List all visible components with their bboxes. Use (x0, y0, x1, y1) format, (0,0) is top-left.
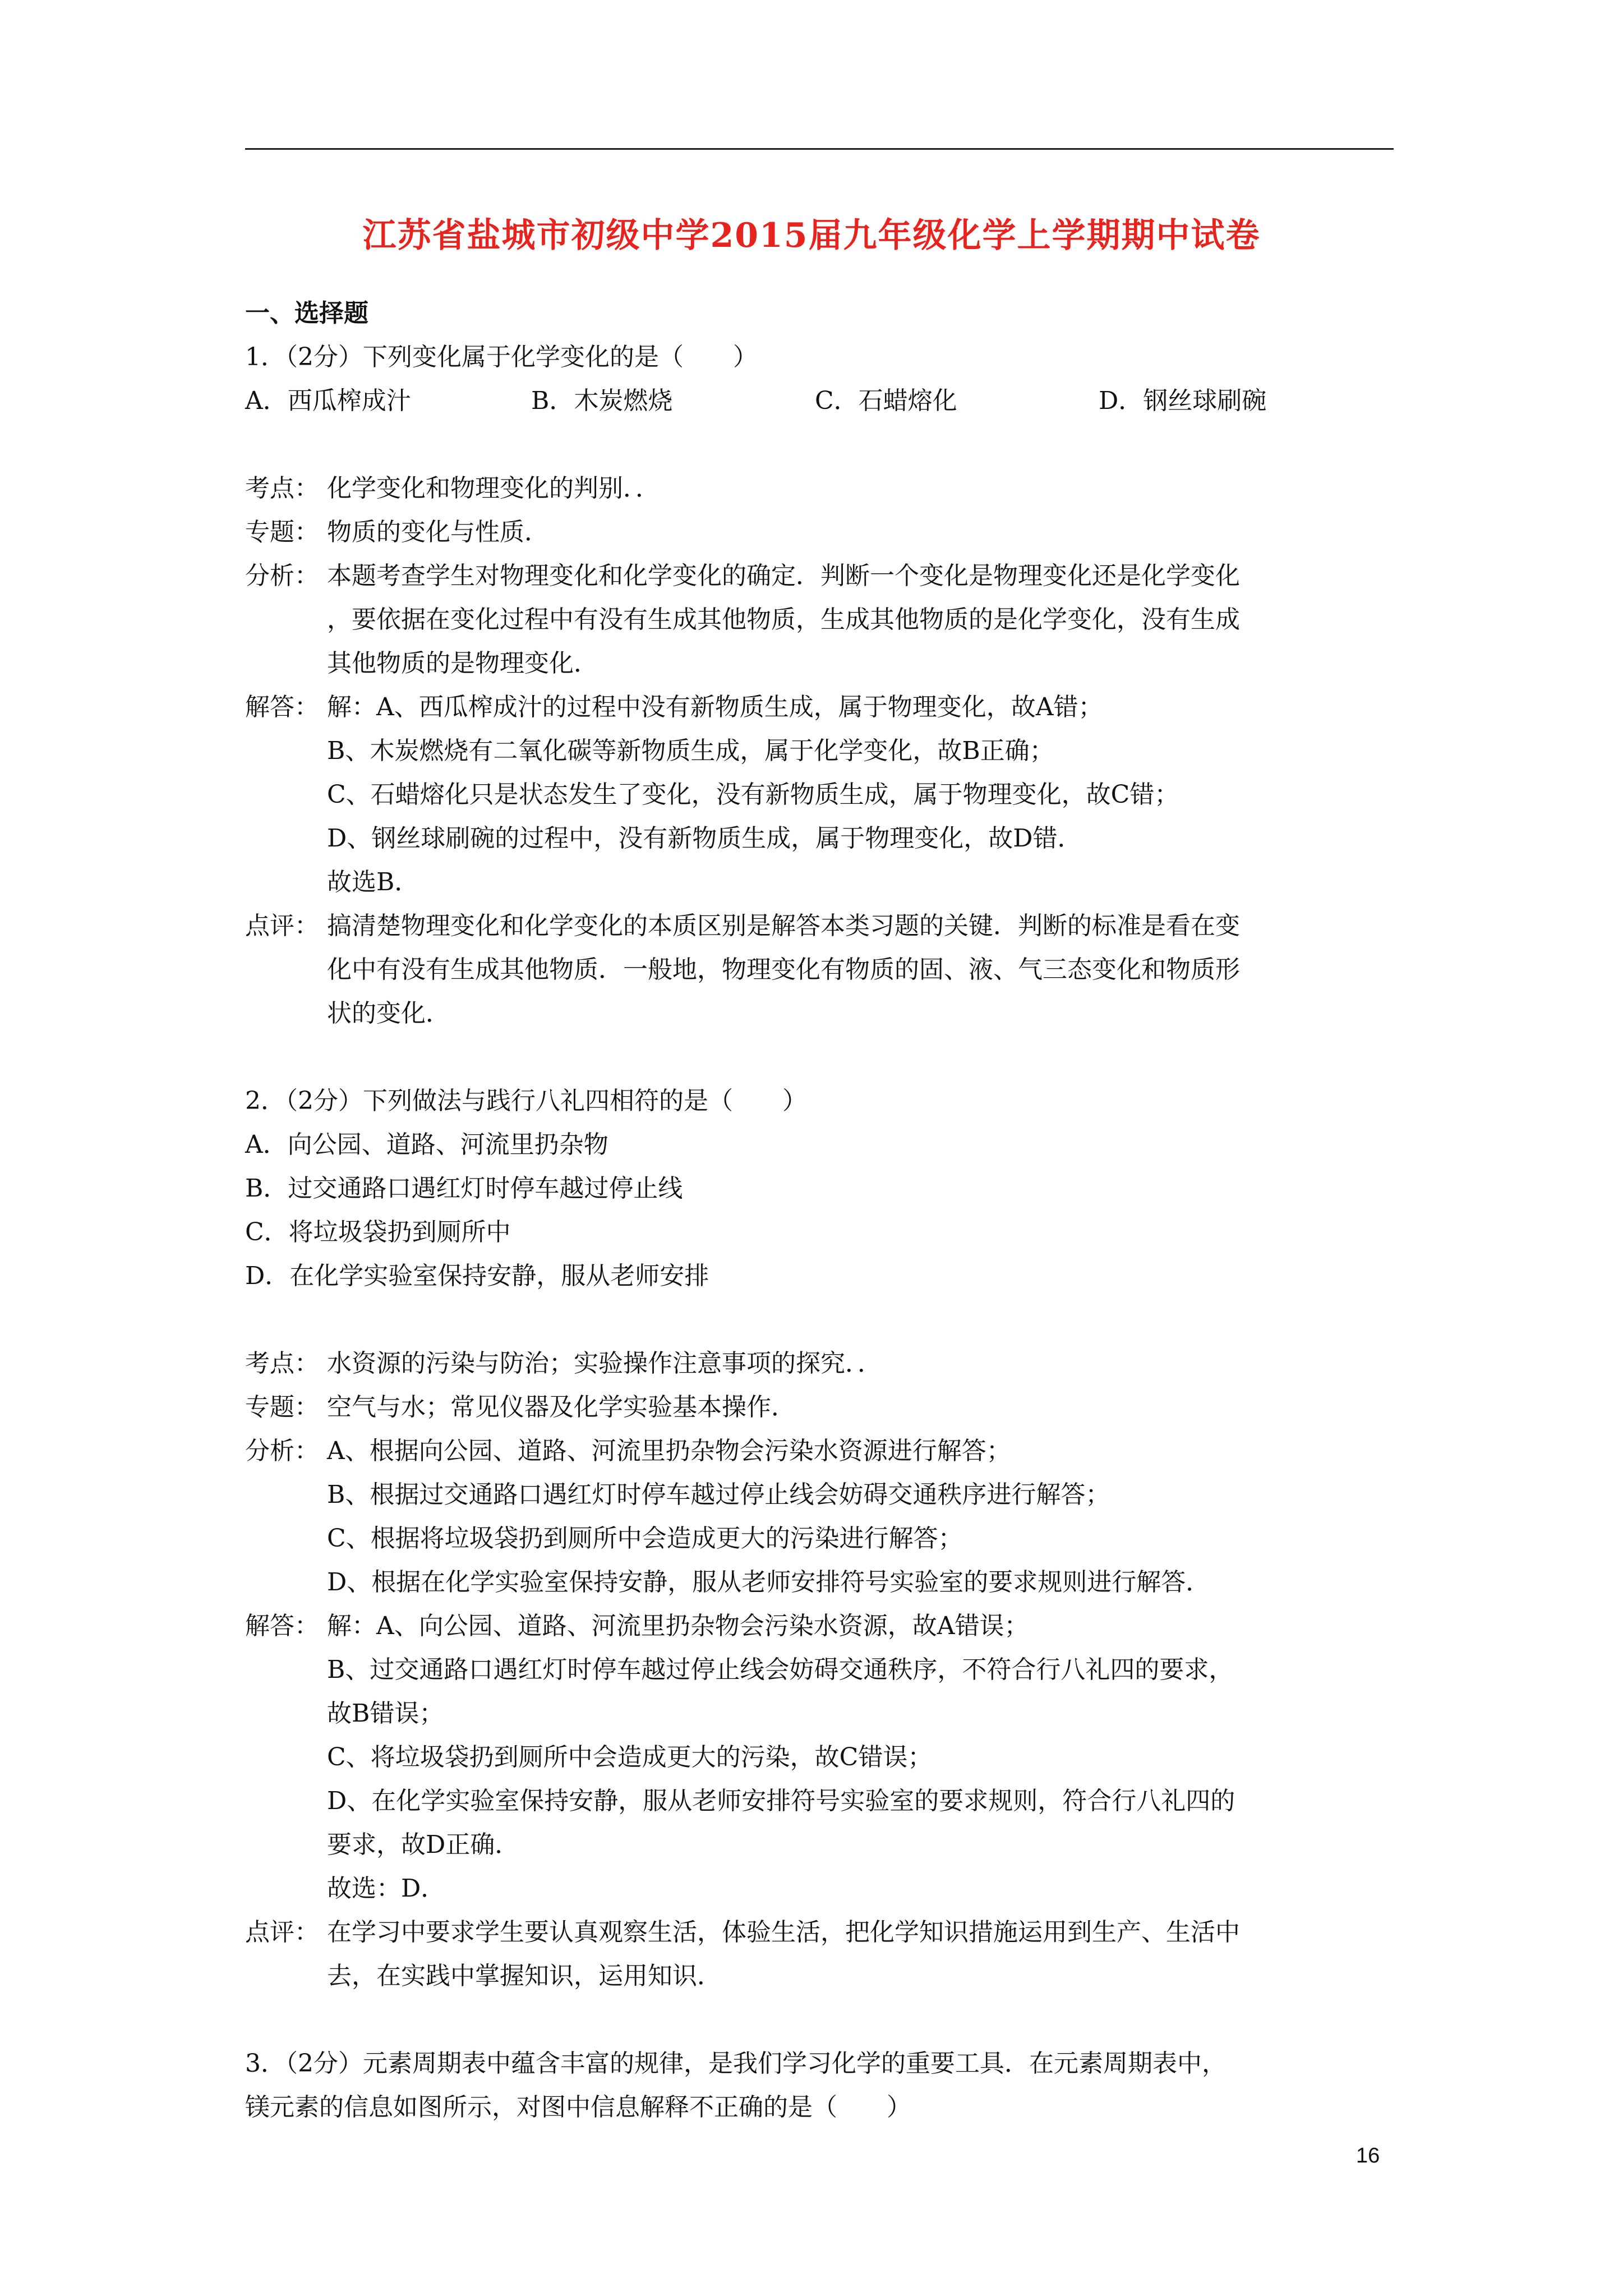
q2-kaodian (245, 1342, 1394, 1386)
q1-dianping-line: 搞清楚物理变化和化学变化的本质区别是解答本类习题的关键．判断的标准是看在变 (327, 912, 1240, 940)
q2-fenxi (245, 1429, 1394, 1604)
q1-jieda-line: 解：A、西瓜榨成汁的过程中没有新物质生成，属于物理变化，故A错； (327, 693, 1103, 721)
q2-jieda-label: 解答： (245, 1612, 319, 1640)
q3-stem-line: 镁元素的信息如图所示，对图中信息解释不正确的是（ ） (245, 2093, 911, 2122)
q1-fenxi-label: 分析： (245, 562, 319, 590)
q1-jieda-line: C、石蜡熔化只是状态发生了变化，没有新物质生成，属于物理变化，故C错； (327, 780, 1179, 809)
q2-option-b: B．过交通路口遇红灯时停车越过停止线 (245, 1174, 683, 1203)
q2-fenxi-label: 分析： (245, 1437, 319, 1465)
q2-zhuanti-label: 专题： (245, 1393, 319, 1421)
q2-jieda-line: D、在化学实验室保持安静，服从老师安排符号实验室的要求规则，符合行八礼四的 (327, 1787, 1235, 1815)
q1-jieda-line: D、钢丝球刷碗的过程中，没有新物质生成，属于物理变化，故D错． (327, 824, 1082, 853)
q2-zhuanti-text: 空气与水；常见仪器及化学实验基本操作． (327, 1393, 796, 1421)
q2-option-a: A．向公园、道路、河流里扔杂物 (245, 1130, 608, 1159)
q2-jieda (245, 1604, 1394, 1911)
q2-zhuanti (245, 1386, 1394, 1429)
q1-stem: 1．（2分）下列变化属于化学变化的是（ ） (245, 343, 758, 371)
q1-fenxi-line: ，要依据在变化过程中有没有生成其他物质，生成其他物质的是化学变化，没有生成 (327, 605, 1240, 634)
q2-kaodian-label: 考点： (245, 1349, 319, 1378)
q1-options (245, 379, 1394, 423)
q1-jieda-label: 解答： (245, 693, 319, 721)
page-title: 江苏省盐城市初级中学2015届九年级化学上学期期中试卷 (362, 216, 1261, 255)
q2-jieda-line: B、过交通路口遇红灯时停车越过停止线会妨碍交通秩序，不符合行八礼四的要求， (327, 1655, 1234, 1684)
q1-zhuanti-text: 物质的变化与性质． (327, 518, 549, 546)
q2-fenxi-line: D、根据在化学实验室保持安静，服从老师安排符号实验室的要求规则进行解答． (327, 1568, 1211, 1596)
q1-option-d: D．钢丝球刷碗 (1099, 386, 1267, 415)
q2-jieda-line: 解：A、向公园、道路、河流里扔杂物会污染水资源，故A错误； (327, 1612, 1029, 1640)
q1-jieda-line: 故选B． (327, 868, 419, 896)
q1-kaodian-label: 考点： (245, 474, 319, 503)
q1-dianping-line: 化中有没有生成其他物质．一般地，物理变化有物质的固、液、气三态变化和物质形 (327, 955, 1240, 984)
q2-dianping-line: 在学习中要求学生要认真观察生活，体验生活，把化学知识措施运用到生产、生活中 (327, 1918, 1240, 1947)
q1-zhuanti (245, 510, 1394, 554)
q2-option-d: D．在化学实验室保持安静，服从老师安排 (245, 1262, 709, 1290)
q2-kaodian-text: 水资源的污染与防治；实验操作注意事项的探究．． (327, 1349, 882, 1378)
section-heading: 一、选择题 (245, 299, 368, 328)
q1-dianping (245, 904, 1394, 1036)
q3-stem-line: 3．（2分）元素周期表中蕴含丰富的规律，是我们学习化学的重要工具．在元素周期表中， (245, 2049, 1227, 2078)
q2-option-c: C．将垃圾袋扔到厕所中 (245, 1218, 511, 1246)
header-rule (245, 148, 1394, 150)
q2-jieda-line: 故B错误； (327, 1699, 444, 1728)
page-number: 16 (1356, 2144, 1380, 2168)
q1-dianping-line: 状的变化． (327, 999, 450, 1028)
q1-option-b: B．木炭燃烧 (531, 386, 673, 415)
q2-dianping-line: 去，在实践中掌握知识，运用知识． (327, 1962, 722, 1990)
q2-jieda-line: 故选：D． (327, 1874, 446, 1903)
q1-kaodian-text: 化学变化和物理变化的判别．． (327, 474, 660, 503)
document-body (245, 292, 1394, 2129)
q1-fenxi-line: 其他物质的是物理变化． (327, 649, 598, 678)
q1-option-c: C．石蜡熔化 (815, 386, 957, 415)
q2-stem: 2．（2分）下列做法与践行八礼四相符的是（ ） (245, 1087, 807, 1115)
q2-dianping-label: 点评： (245, 1918, 319, 1947)
q2-fenxi-line: B、根据过交通路口遇红灯时停车越过停止线会妨碍交通秩序进行解答； (327, 1480, 1110, 1509)
q1-zhuanti-label: 专题： (245, 518, 319, 546)
q2-jieda-line: 要求，故D正确． (327, 1830, 520, 1859)
q2-dianping (245, 1911, 1394, 1998)
q1-fenxi (245, 554, 1394, 685)
q1-kaodian (245, 467, 1394, 510)
q2-jieda-line: C、将垃圾袋扔到厕所中会造成更大的污染，故C错误； (327, 1743, 933, 1772)
q2-fenxi-line: A、根据向公园、道路、河流里扔杂物会污染水资源进行解答； (327, 1437, 1011, 1465)
q1-option-a: A．西瓜榨成汁 (245, 386, 411, 415)
q1-jieda (245, 685, 1394, 904)
q1-dianping-label: 点评： (245, 912, 319, 940)
q1-fenxi-line: 本题考查学生对物理变化和化学变化的确定．判断一个变化是物理变化还是化学变化 (327, 562, 1240, 590)
q2-fenxi-line: C、根据将垃圾袋扔到厕所中会造成更大的污染进行解答； (327, 1524, 963, 1553)
q1-jieda-line: B、木炭燃烧有二氧化碳等新物质生成，属于化学变化，故B正确； (327, 737, 1054, 765)
